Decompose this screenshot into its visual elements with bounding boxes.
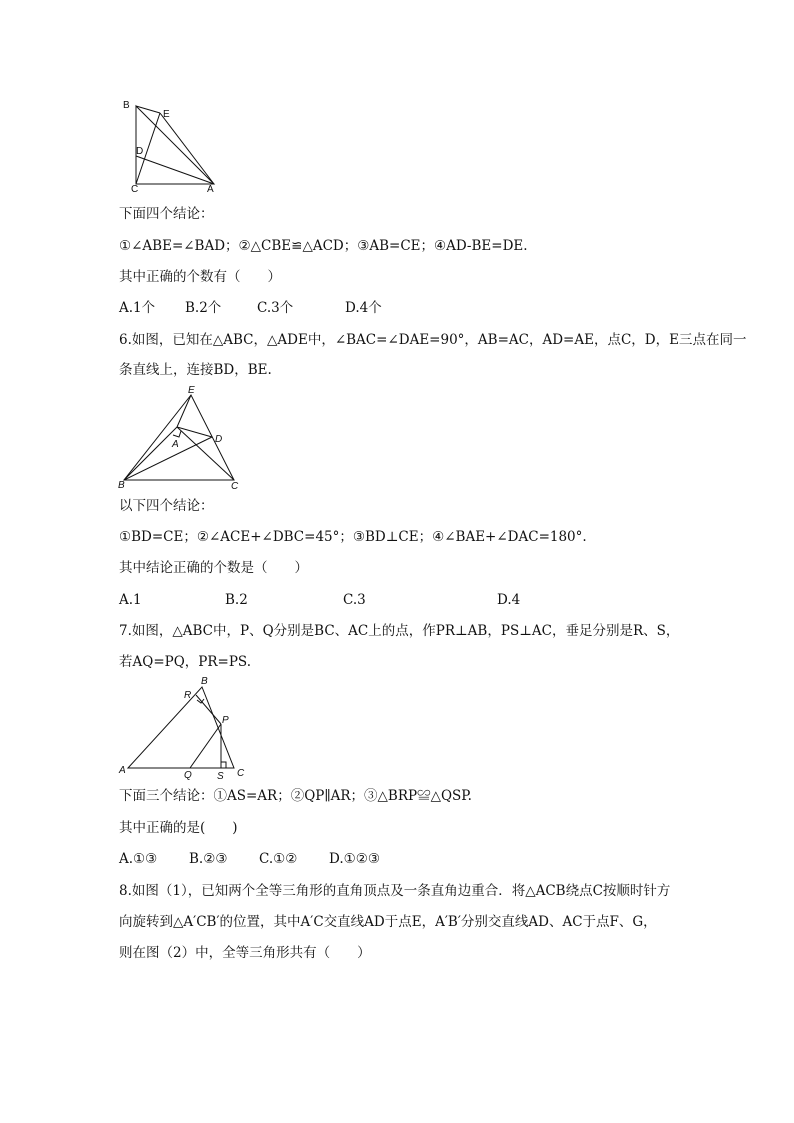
q6-option-c: C.3 bbox=[343, 592, 366, 608]
q7-option-d: D.①②③ bbox=[329, 851, 380, 867]
figure-q6 bbox=[116, 382, 246, 492]
label-C: C bbox=[237, 768, 245, 779]
q5-intro: 下面四个结论： bbox=[119, 206, 214, 222]
q5-option-d: D.4个 bbox=[345, 300, 382, 316]
label-E: E bbox=[163, 109, 170, 120]
q5-option-c: C.3个 bbox=[257, 300, 294, 316]
q6-option-d: D.4 bbox=[497, 592, 521, 608]
label-Q: Q bbox=[184, 770, 192, 781]
q5-conclusions: ①∠ABE=∠BAD；②△CBE≌△ACD；③AB=CE；④AD-BE=DE. bbox=[119, 238, 528, 254]
label-D: D bbox=[136, 146, 144, 157]
label-A: A bbox=[119, 765, 126, 776]
q7-options bbox=[119, 850, 380, 868]
q6-question: 其中结论正确的个数是（ ） bbox=[119, 560, 308, 576]
label-S: S bbox=[217, 771, 224, 782]
label-B: B bbox=[118, 480, 125, 491]
label-R: R bbox=[184, 690, 192, 701]
q7-intro: 下面三个结论：①AS=AR；②QP∥AR；③△BRP≌△QSP. bbox=[119, 788, 472, 804]
q5-option-a: A.1个 bbox=[119, 300, 156, 316]
label-C: C bbox=[131, 184, 139, 195]
q7-text-line2: 若AQ=PQ，PR=PS. bbox=[119, 654, 251, 670]
q6-option-a: A.1 bbox=[119, 592, 142, 608]
label-B: B bbox=[123, 100, 130, 111]
q6-conclusions: ①BD=CE；②∠ACE+∠DBC=45°；③BD⊥CE；④∠BAE+∠DAC=180°. bbox=[119, 529, 587, 545]
q7-question: 其中正确的是( ) bbox=[119, 820, 238, 836]
figure-q7 bbox=[116, 672, 256, 782]
q6-options bbox=[119, 591, 521, 609]
label-A: A bbox=[207, 184, 214, 195]
q7-option-a: A.①③ bbox=[119, 851, 158, 867]
q5-question: 其中正确的个数有（ ） bbox=[119, 269, 281, 285]
q6-intro: 以下四个结论： bbox=[119, 498, 214, 514]
q7-option-b: B.②③ bbox=[189, 851, 228, 867]
q7-option-c: C.①② bbox=[259, 851, 298, 867]
q6-text-line2: 条直线上，连接BD，BE. bbox=[119, 362, 272, 378]
q5-options bbox=[119, 299, 382, 317]
q7-text-line1: 7.如图，△ABC中，P、Q分别是BC、AC上的点，作PR⊥AB，PS⊥AC，垂足分别是R、S， bbox=[119, 623, 680, 639]
label-D: D bbox=[215, 434, 223, 445]
q6-text-line1: 6.如图，已知在△ABC，△ADE中，∠BAC=∠DAE=90°，AB=AC，AD=AE，点C，D，E三点在同一 bbox=[119, 332, 747, 348]
q8-text-line3: 则在图（2）中，全等三角形共有（ ） bbox=[119, 945, 371, 961]
label-C: C bbox=[231, 481, 239, 492]
label-A: A bbox=[172, 439, 179, 450]
q5-option-b: B.2个 bbox=[185, 300, 222, 316]
label-E: E bbox=[188, 385, 195, 396]
q8-text-line2: 向旋转到△A′CB′的位置，其中A′C交直线AD于点E，A′B′分别交直线AD、AC于点F、G， bbox=[119, 914, 657, 930]
label-B: B bbox=[201, 676, 208, 687]
q6-option-b: B.2 bbox=[225, 592, 248, 608]
label-P: P bbox=[222, 715, 229, 726]
figure-q5 bbox=[118, 95, 228, 195]
q8-text-line1: 8.如图（1），已知两个全等三角形的直角顶点及一条直角边重合．将△ACB绕点C按顺时针方 bbox=[119, 883, 671, 899]
